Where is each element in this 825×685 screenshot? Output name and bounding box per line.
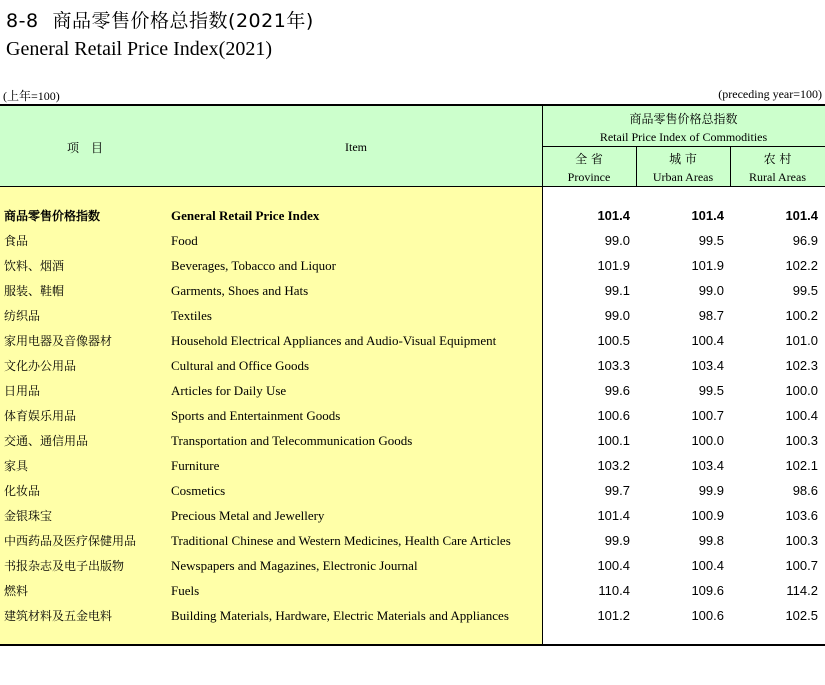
table-row bbox=[0, 453, 825, 478]
value-urban: 100.4 bbox=[691, 333, 724, 348]
header-province-en: Province bbox=[567, 170, 611, 184]
value-rural: 100.0 bbox=[785, 383, 818, 398]
row-label-en: Food bbox=[171, 233, 198, 248]
table-row bbox=[0, 278, 825, 303]
value-province: 99.9 bbox=[604, 533, 630, 548]
value-urban: 100.7 bbox=[691, 408, 724, 423]
table-row bbox=[0, 228, 825, 253]
value-rural: 98.6 bbox=[792, 483, 818, 498]
table-row bbox=[0, 253, 825, 278]
group-header-rule bbox=[542, 146, 825, 147]
value-province: 99.0 bbox=[604, 308, 630, 323]
row-label-cn: 食品 bbox=[4, 234, 29, 248]
row-label-cn: 中西药品及医疗保健用品 bbox=[4, 534, 137, 548]
row-label-en: Garments, Shoes and Hats bbox=[171, 283, 309, 298]
value-rural: 100.3 bbox=[785, 533, 818, 548]
row-label-cn: 服装、鞋帽 bbox=[4, 284, 65, 298]
value-urban: 103.4 bbox=[691, 458, 724, 473]
value-province: 100.5 bbox=[597, 333, 630, 348]
value-urban: 99.0 bbox=[698, 283, 724, 298]
row-label-en: Building Materials, Hardware, Electric Materials and Appliances bbox=[171, 608, 509, 623]
value-province: 101.9 bbox=[597, 258, 630, 273]
row-label-cn: 交通、通信用品 bbox=[4, 434, 89, 448]
table-row bbox=[0, 378, 825, 403]
row-label-cn: 饮料、烟酒 bbox=[4, 259, 65, 273]
table-row bbox=[0, 428, 825, 453]
table-row bbox=[0, 553, 825, 578]
value-rural: 100.7 bbox=[785, 558, 818, 573]
row-label-en: Transportation and Telecommunication Goods bbox=[171, 433, 413, 448]
value-urban: 103.4 bbox=[691, 358, 724, 373]
value-rural: 100.3 bbox=[785, 433, 818, 448]
value-urban: 99.5 bbox=[698, 383, 724, 398]
row-label-cn: 体育娱乐用品 bbox=[4, 409, 77, 423]
table-row bbox=[0, 303, 825, 328]
row-label-cn: 日用品 bbox=[4, 384, 41, 398]
table-row bbox=[0, 503, 825, 528]
unit-note-cn: (上年=100) bbox=[3, 89, 60, 103]
row-label-en: General Retail Price Index bbox=[171, 208, 320, 223]
value-province: 99.0 bbox=[604, 233, 630, 248]
header-urban-en: Urban Areas bbox=[652, 170, 714, 184]
value-urban: 100.9 bbox=[691, 508, 724, 523]
row-label-cn: 家具 bbox=[4, 459, 29, 473]
header-rural-en: Rural Areas bbox=[749, 170, 806, 184]
value-urban: 109.6 bbox=[691, 583, 724, 598]
table-title-en: General Retail Price Index(2021) bbox=[6, 38, 273, 60]
table-row bbox=[0, 603, 825, 628]
row-label-en: Furniture bbox=[171, 458, 220, 473]
value-urban: 100.6 bbox=[691, 608, 724, 623]
row-label-cn: 燃料 bbox=[4, 584, 29, 598]
value-rural: 96.9 bbox=[792, 233, 818, 248]
row-label-en: Fuels bbox=[171, 583, 200, 598]
value-province: 101.4 bbox=[597, 208, 630, 223]
value-province: 103.3 bbox=[597, 358, 630, 373]
value-rural: 100.2 bbox=[785, 308, 818, 323]
table-bottom-rule bbox=[0, 644, 825, 646]
row-label-cn: 商品零售价格指数 bbox=[4, 209, 101, 223]
value-urban: 99.8 bbox=[698, 533, 724, 548]
value-rural: 102.2 bbox=[785, 258, 818, 273]
header-province-cn: 全 省 bbox=[575, 152, 603, 166]
value-province: 101.2 bbox=[597, 608, 630, 623]
header-group-cn: 商品零售价格总指数 bbox=[629, 112, 738, 126]
value-province: 100.4 bbox=[597, 558, 630, 573]
header-group-en: Retail Price Index of Commodities bbox=[599, 130, 768, 144]
value-rural: 103.6 bbox=[785, 508, 818, 523]
value-rural: 99.5 bbox=[792, 283, 818, 298]
header-rural-cn: 农 村 bbox=[763, 152, 792, 166]
value-province: 103.2 bbox=[597, 458, 630, 473]
value-rural: 102.3 bbox=[785, 358, 818, 373]
row-label-en: Beverages, Tobacco and Liquor bbox=[171, 258, 336, 273]
value-urban: 100.0 bbox=[691, 433, 724, 448]
row-label-cn: 建筑材料及五金电料 bbox=[4, 609, 113, 623]
header-item-cn: 项 目 bbox=[66, 141, 103, 155]
row-label-cn: 家用电器及音像器材 bbox=[4, 334, 113, 348]
table-row bbox=[0, 578, 825, 603]
value-rural: 102.5 bbox=[785, 608, 818, 623]
row-label-en: Household Electrical Appliances and Audio-Visual Equipment bbox=[171, 333, 497, 348]
row-label-cn: 纺织品 bbox=[4, 309, 41, 323]
row-label-cn: 书报杂志及电子出版物 bbox=[4, 559, 125, 573]
table-row bbox=[0, 478, 825, 503]
table-row bbox=[0, 528, 825, 553]
row-label-cn: 文化办公用品 bbox=[4, 359, 77, 373]
table-title-cn bbox=[6, 6, 314, 33]
value-urban: 99.5 bbox=[698, 233, 724, 248]
row-label-en: Cosmetics bbox=[171, 483, 226, 498]
table-row bbox=[0, 203, 825, 228]
table-row bbox=[0, 353, 825, 378]
value-province: 99.1 bbox=[604, 283, 630, 298]
row-label-en: Sports and Entertainment Goods bbox=[171, 408, 341, 423]
value-urban: 99.9 bbox=[698, 483, 724, 498]
row-label-cn: 金银珠宝 bbox=[4, 509, 53, 523]
header-urban-cn: 城 市 bbox=[669, 152, 697, 166]
value-urban: 100.4 bbox=[691, 558, 724, 573]
value-urban: 101.4 bbox=[691, 208, 724, 223]
table-top-rule bbox=[0, 104, 825, 106]
row-label-en: Textiles bbox=[171, 308, 212, 323]
value-province: 99.7 bbox=[604, 483, 630, 498]
row-label-cn: 化妆品 bbox=[4, 484, 41, 498]
value-rural: 101.4 bbox=[785, 208, 818, 223]
value-province: 110.4 bbox=[598, 583, 630, 598]
row-label-en: Traditional Chinese and Western Medicines, Health Care Articles bbox=[171, 533, 511, 548]
value-rural: 114.2 bbox=[786, 583, 818, 598]
value-urban: 101.9 bbox=[691, 258, 724, 273]
value-rural: 102.1 bbox=[785, 458, 818, 473]
table-number: 8-8 bbox=[6, 10, 39, 32]
value-rural: 100.4 bbox=[785, 408, 818, 423]
table-row bbox=[0, 403, 825, 428]
unit-note-en: (preceding year=100) bbox=[718, 87, 822, 101]
value-province: 100.1 bbox=[597, 433, 630, 448]
value-urban: 98.7 bbox=[698, 308, 724, 323]
row-label-en: Cultural and Office Goods bbox=[171, 358, 310, 373]
row-label-en: Articles for Daily Use bbox=[171, 383, 287, 398]
table-title-cn-text: 商品零售价格总指数(2021年) bbox=[52, 10, 314, 32]
value-province: 100.6 bbox=[597, 408, 630, 423]
row-label-en: Precious Metal and Jewellery bbox=[171, 508, 325, 523]
header-bottom-rule bbox=[0, 186, 825, 187]
value-rural: 101.0 bbox=[785, 333, 818, 348]
row-label-en: Newspapers and Magazines, Electronic Journal bbox=[171, 558, 418, 573]
value-province: 99.6 bbox=[604, 383, 630, 398]
value-province: 101.4 bbox=[597, 508, 630, 523]
header-item-en: Item bbox=[345, 140, 367, 154]
table-row bbox=[0, 328, 825, 353]
